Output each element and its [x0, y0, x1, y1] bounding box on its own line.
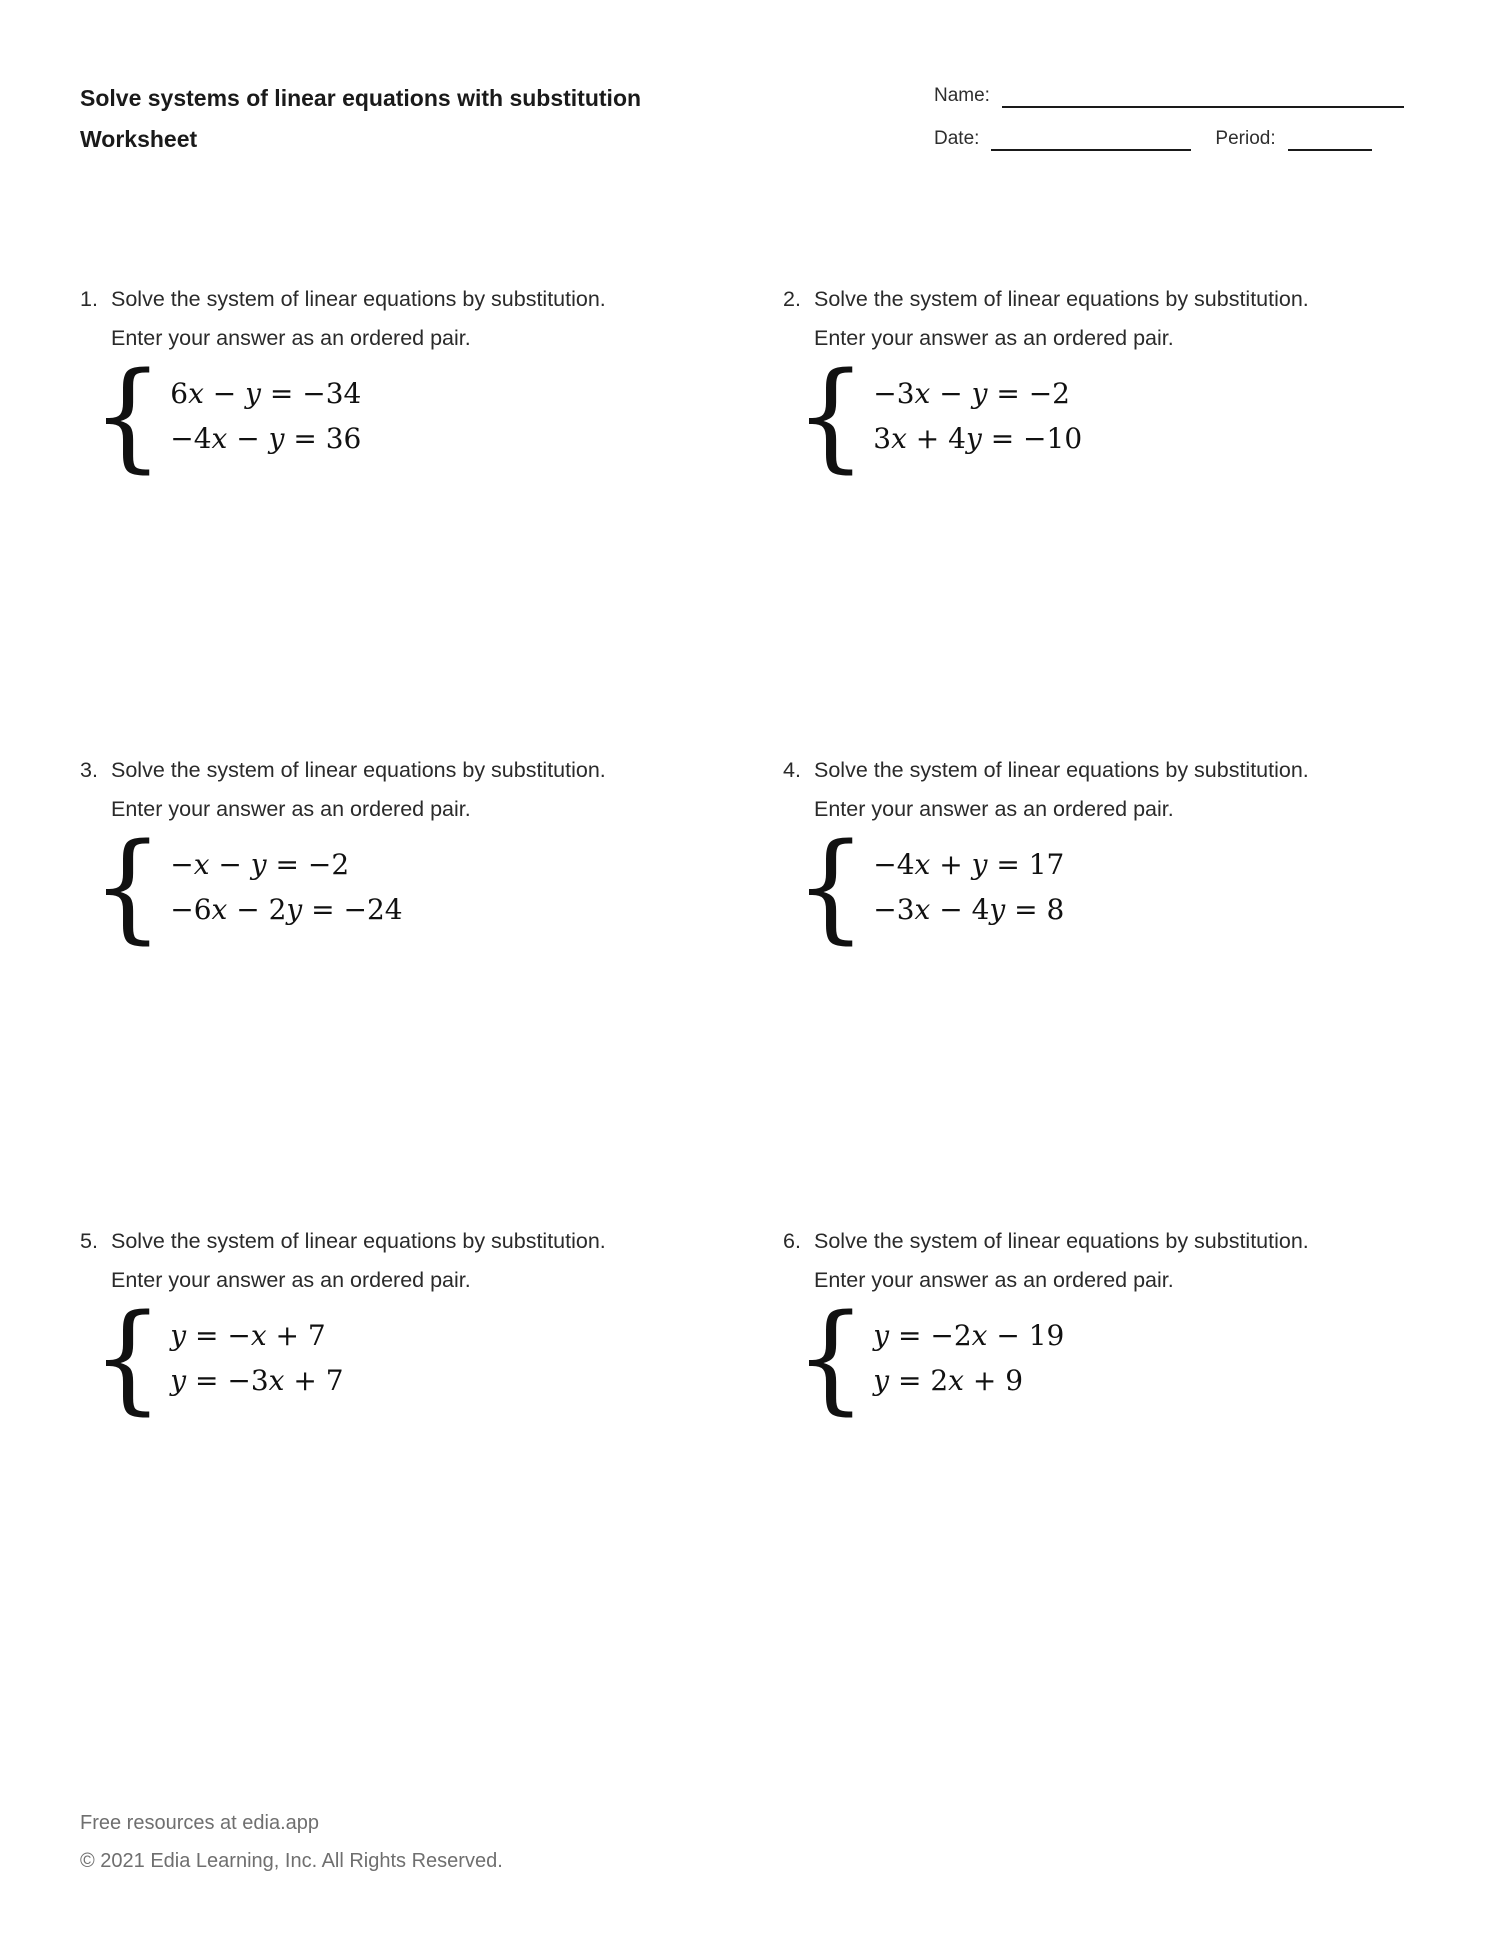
problem-3-prompt-row — [80, 751, 701, 829]
header — [80, 78, 1404, 160]
problem-6 — [783, 1222, 1404, 1693]
problem-6-equations — [873, 1317, 1064, 1400]
equation: −3x − 4y = 8 — [873, 892, 1065, 926]
problem-1-equations — [170, 375, 361, 458]
problem-5-equations — [170, 1317, 343, 1400]
period-label: Period: — [1215, 128, 1276, 149]
equation: y = −x + 7 — [170, 1318, 326, 1352]
problem-5-prompt-row — [80, 1222, 701, 1300]
equation: 3x + 4y = −10 — [873, 421, 1083, 455]
problem-1 — [80, 280, 701, 751]
problem-2-equations — [873, 375, 1082, 458]
problem-1-number: 1. — [80, 287, 98, 311]
equation: −4x + y = 17 — [873, 847, 1065, 881]
problem-5-prompt: Solve the system of linear equations by substitution. Enter your answer as an ordered pair. — [111, 1229, 606, 1292]
problem-3-equations — [170, 846, 402, 929]
problem-5-system — [92, 1289, 701, 1427]
problem-4 — [783, 751, 1404, 1222]
left-brace-glyph: { — [92, 1289, 164, 1427]
equation: 6x − y = −34 — [170, 376, 362, 410]
equation: −x − y = −2 — [170, 847, 350, 881]
problem-5-number: 5. — [80, 1229, 98, 1253]
footer — [80, 1804, 503, 1880]
problem-4-prompt: Solve the system of linear equations by substitution. Enter your answer as an ordered pair. — [814, 758, 1309, 821]
problem-3-system — [92, 818, 701, 956]
problem-1-prompt: Solve the system of linear equations by substitution. Enter your answer as an ordered pair. — [111, 287, 606, 350]
problem-1-prompt-row — [80, 280, 701, 358]
equation: y = −2x − 19 — [873, 1318, 1065, 1352]
page-title — [80, 78, 641, 160]
date-label: Date: — [934, 128, 980, 149]
left-brace-glyph: { — [795, 818, 867, 956]
left-brace-glyph: { — [92, 818, 164, 956]
name-field-row — [934, 84, 1404, 108]
page-title-line1: Solve systems of linear equations with substitution — [80, 85, 642, 111]
left-brace-glyph: { — [92, 347, 164, 485]
problem-6-prompt: Solve the system of linear equations by substitution. Enter your answer as an ordered pair. — [814, 1229, 1309, 1292]
period-blank-line — [1288, 135, 1372, 151]
problem-5 — [80, 1222, 701, 1693]
footer-copyright-text: © 2021 Edia Learning, Inc. All Rights Reserved. — [80, 1850, 503, 1872]
equation: y = 2x + 9 — [873, 1363, 1024, 1397]
problem-1-system — [92, 347, 701, 485]
problem-4-equations — [873, 846, 1064, 929]
problem-6-prompt-row — [783, 1222, 1404, 1300]
problem-6-number: 6. — [783, 1229, 801, 1253]
problem-3-prompt: Solve the system of linear equations by substitution. Enter your answer as an ordered pair. — [111, 758, 606, 821]
equation: −6x − 2y = −24 — [170, 892, 403, 926]
problem-6-system — [795, 1289, 1404, 1427]
footer-resources-text: Free resources at edia.app — [80, 1812, 320, 1834]
name-label: Name: — [934, 85, 990, 106]
problem-2-system — [795, 347, 1404, 485]
date-blank-line — [991, 135, 1191, 151]
problem-2-prompt-row — [783, 280, 1404, 358]
problem-2-number: 2. — [783, 287, 801, 311]
problem-3-number: 3. — [80, 758, 98, 782]
equation: y = −3x + 7 — [170, 1363, 344, 1397]
left-brace-glyph: { — [795, 1289, 867, 1427]
problem-4-prompt-row — [783, 751, 1404, 829]
problem-4-number: 4. — [783, 758, 801, 782]
problem-3 — [80, 751, 701, 1222]
name-blank-line — [1002, 92, 1404, 108]
page-title-line2: Worksheet — [80, 126, 198, 152]
problem-2 — [783, 280, 1404, 751]
date-period-field-row — [934, 127, 1404, 151]
problem-2-prompt: Solve the system of linear equations by substitution. Enter your answer as an ordered pair. — [814, 287, 1309, 350]
problem-4-system — [795, 818, 1404, 956]
student-info-fields — [934, 78, 1404, 151]
problems-grid — [80, 280, 1404, 1693]
left-brace-glyph: { — [795, 347, 867, 485]
equation: −4x − y = 36 — [170, 421, 362, 455]
equation: −3x − y = −2 — [873, 376, 1070, 410]
